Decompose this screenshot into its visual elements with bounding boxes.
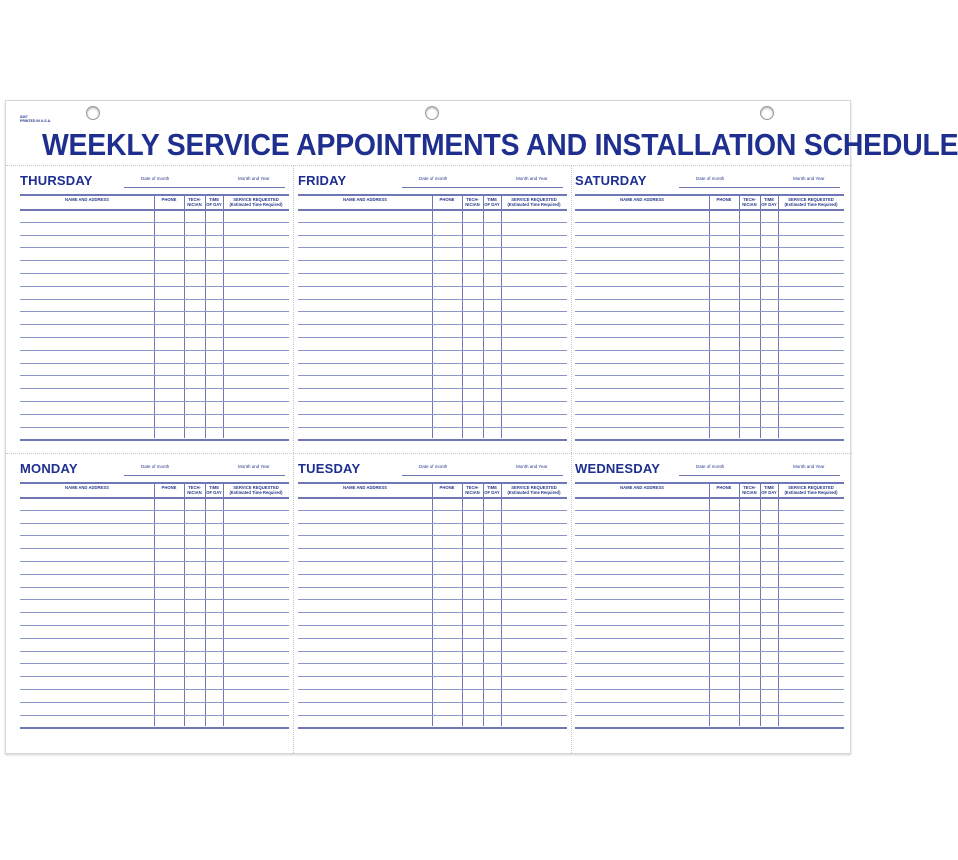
- column-header-time: TIME OF DAY: [484, 197, 500, 207]
- date-of-month-label: Date of month: [141, 176, 170, 181]
- column-header-phone: PHONE: [161, 485, 177, 490]
- header-bottom-rule: [575, 497, 844, 499]
- date-of-month-label: Date of month: [141, 464, 170, 469]
- entry-row-line[interactable]: [20, 663, 289, 664]
- entry-row-line[interactable]: [575, 651, 844, 652]
- day-title: FRIDAY: [298, 173, 347, 188]
- column-header-time: TIME OF DAY: [206, 485, 222, 495]
- entry-row-line[interactable]: [298, 388, 567, 389]
- punch-hole: [760, 106, 774, 120]
- entry-row-line[interactable]: [575, 401, 844, 402]
- entry-row-line[interactable]: [20, 286, 289, 287]
- day-panel-wednesday: [575, 459, 844, 734]
- column-header-service: SERVICE REQUESTED (Estimated Time Required): [507, 197, 561, 207]
- entry-row-line[interactable]: [575, 561, 844, 562]
- column-header-name: NAME AND ADDRESS: [343, 197, 387, 202]
- entry-row-line[interactable]: [298, 561, 567, 562]
- column-header-phone: PHONE: [439, 485, 455, 490]
- entry-row-line[interactable]: [298, 414, 567, 415]
- entry-row-line[interactable]: [20, 689, 289, 690]
- entry-row-line[interactable]: [20, 599, 289, 600]
- panel-divider: [571, 165, 572, 753]
- entry-row-line[interactable]: [575, 222, 844, 223]
- month-year-label: Month and Year: [793, 176, 825, 181]
- column-header-service: SERVICE REQUESTED (Estimated Time Required): [784, 197, 838, 207]
- entry-row-line[interactable]: [575, 350, 844, 351]
- date-of-month-label: Date of month: [419, 176, 448, 181]
- entry-row-line[interactable]: [20, 587, 289, 588]
- entry-row-line[interactable]: [575, 715, 844, 716]
- entry-row-line[interactable]: [20, 414, 289, 415]
- day-panel-monday: [20, 459, 289, 734]
- entry-row-line[interactable]: [20, 535, 289, 536]
- entry-row-line[interactable]: [575, 548, 844, 549]
- date-of-month-label: Date of month: [696, 464, 725, 469]
- entry-row-line[interactable]: [298, 689, 567, 690]
- entry-row-line[interactable]: [298, 273, 567, 274]
- entry-row-line[interactable]: [298, 599, 567, 600]
- entry-row-line[interactable]: [575, 574, 844, 575]
- day-title: SATURDAY: [575, 173, 647, 188]
- entry-row-line[interactable]: [298, 427, 567, 428]
- date-entry-line[interactable]: [402, 475, 563, 476]
- panel-divider: [293, 165, 294, 753]
- punch-hole: [425, 106, 439, 120]
- entry-row-line[interactable]: [298, 286, 567, 287]
- entry-row-line[interactable]: [20, 702, 289, 703]
- column-header-time: TIME OF DAY: [761, 485, 777, 495]
- column-header-time: TIME OF DAY: [484, 485, 500, 495]
- column-header-name: NAME AND ADDRESS: [620, 197, 664, 202]
- entry-row-line[interactable]: [298, 523, 567, 524]
- entry-row-line[interactable]: [298, 535, 567, 536]
- day-title: THURSDAY: [20, 173, 93, 188]
- entry-row-line[interactable]: [298, 299, 567, 300]
- header-bottom-rule: [298, 497, 567, 499]
- entry-row-line[interactable]: [20, 676, 289, 677]
- entry-row-line[interactable]: [20, 625, 289, 626]
- entry-row-line[interactable]: [575, 260, 844, 261]
- entry-row-line[interactable]: [20, 561, 289, 562]
- column-header-name: NAME AND ADDRESS: [343, 485, 387, 490]
- entry-row-line[interactable]: [575, 702, 844, 703]
- entry-row-line[interactable]: [20, 510, 289, 511]
- entry-row-line[interactable]: [575, 612, 844, 613]
- entry-row-line[interactable]: [20, 523, 289, 524]
- entry-row-line[interactable]: [575, 587, 844, 588]
- entry-row-line[interactable]: [20, 235, 289, 236]
- entry-row-line[interactable]: [298, 247, 567, 248]
- entry-row-line[interactable]: [575, 273, 844, 274]
- entry-row-line[interactable]: [575, 247, 844, 248]
- date-entry-line[interactable]: [679, 475, 840, 476]
- entry-row-line[interactable]: [298, 337, 567, 338]
- column-header-service: SERVICE REQUESTED (Estimated Time Required): [229, 197, 283, 207]
- entry-row-line[interactable]: [20, 612, 289, 613]
- entry-row-line[interactable]: [20, 727, 289, 729]
- entry-row-line[interactable]: [575, 663, 844, 664]
- entry-row-line[interactable]: [298, 702, 567, 703]
- entry-row-line[interactable]: [20, 638, 289, 639]
- month-year-label: Month and Year: [238, 464, 270, 469]
- entry-row-line[interactable]: [575, 414, 844, 415]
- entry-row-line[interactable]: [298, 638, 567, 639]
- entry-row-line[interactable]: [20, 715, 289, 716]
- column-header-service: SERVICE REQUESTED (Estimated Time Required): [784, 485, 838, 495]
- entry-row-line[interactable]: [298, 439, 567, 441]
- entry-row-line[interactable]: [298, 260, 567, 261]
- entry-row-line[interactable]: [298, 574, 567, 575]
- form-number: 8407 PRINTED IN U.S.A.: [20, 115, 52, 123]
- entry-row-line[interactable]: [298, 651, 567, 652]
- entry-row-line[interactable]: [575, 535, 844, 536]
- column-header-tech: TECH- NICIAN: [187, 485, 202, 495]
- entry-row-line[interactable]: [298, 715, 567, 716]
- entry-row-line[interactable]: [575, 625, 844, 626]
- column-header-time: TIME OF DAY: [206, 197, 222, 207]
- entry-row-line[interactable]: [575, 311, 844, 312]
- entry-row-line[interactable]: [298, 612, 567, 613]
- entry-row-line[interactable]: [20, 324, 289, 325]
- column-header-name: NAME AND ADDRESS: [65, 197, 109, 202]
- panel-divider: [6, 453, 852, 454]
- entry-row-line[interactable]: [298, 401, 567, 402]
- schedule-sheet: [5, 100, 958, 754]
- month-year-label: Month and Year: [516, 464, 548, 469]
- entry-row-line[interactable]: [20, 427, 289, 428]
- entry-row-line[interactable]: [298, 548, 567, 549]
- column-header-phone: PHONE: [716, 485, 732, 490]
- entry-row-line[interactable]: [20, 439, 289, 441]
- entry-row-line[interactable]: [575, 337, 844, 338]
- entry-row-line[interactable]: [298, 324, 567, 325]
- date-of-month-label: Date of month: [419, 464, 448, 469]
- day-title: WEDNESDAY: [575, 461, 661, 476]
- entry-row-line[interactable]: [298, 510, 567, 511]
- entry-row-line[interactable]: [20, 337, 289, 338]
- column-header-service: SERVICE REQUESTED (Estimated Time Required): [507, 485, 561, 495]
- entry-row-line[interactable]: [575, 427, 844, 428]
- entry-row-line[interactable]: [298, 235, 567, 236]
- month-year-label: Month and Year: [793, 464, 825, 469]
- day-panel-friday: [298, 171, 567, 446]
- day-panel-thursday: [20, 171, 289, 446]
- punch-hole: [86, 106, 100, 120]
- entry-row-line[interactable]: [298, 727, 567, 729]
- entry-row-line[interactable]: [298, 587, 567, 588]
- entry-row-line[interactable]: [575, 599, 844, 600]
- column-header-phone: PHONE: [161, 197, 177, 202]
- entry-row-line[interactable]: [298, 663, 567, 664]
- entry-row-line[interactable]: [575, 689, 844, 690]
- entry-row-line[interactable]: [575, 676, 844, 677]
- date-entry-line[interactable]: [124, 187, 285, 188]
- entry-row-line[interactable]: [20, 401, 289, 402]
- column-header-tech: TECH- NICIAN: [187, 197, 202, 207]
- entry-row-line[interactable]: [298, 676, 567, 677]
- entry-row-line[interactable]: [20, 350, 289, 351]
- entry-row-line[interactable]: [20, 548, 289, 549]
- entry-row-line[interactable]: [575, 375, 844, 376]
- entry-row-line[interactable]: [20, 651, 289, 652]
- date-entry-line[interactable]: [679, 187, 840, 188]
- panel-divider: [6, 165, 852, 166]
- header-bottom-rule: [20, 209, 289, 211]
- entry-row-line[interactable]: [575, 727, 844, 729]
- day-panel-saturday: [575, 171, 844, 446]
- entry-row-line[interactable]: [20, 363, 289, 364]
- date-entry-line[interactable]: [124, 475, 285, 476]
- column-header-name: NAME AND ADDRESS: [620, 485, 664, 490]
- date-entry-line[interactable]: [402, 187, 563, 188]
- entry-row-line[interactable]: [575, 510, 844, 511]
- column-header-tech: TECH- NICIAN: [465, 197, 480, 207]
- entry-row-line[interactable]: [20, 247, 289, 248]
- entry-row-line[interactable]: [298, 375, 567, 376]
- page-title: WEEKLY SERVICE APPOINTMENTS AND INSTALLATION SCHEDULE: [41, 127, 958, 162]
- entry-row-line[interactable]: [298, 222, 567, 223]
- column-header-service: SERVICE REQUESTED (Estimated Time Required): [229, 485, 283, 495]
- entry-row-line[interactable]: [20, 574, 289, 575]
- entry-row-line[interactable]: [575, 523, 844, 524]
- entry-row-line[interactable]: [20, 311, 289, 312]
- entry-row-line[interactable]: [20, 273, 289, 274]
- column-header-tech: TECH- NICIAN: [742, 197, 757, 207]
- date-of-month-label: Date of month: [696, 176, 725, 181]
- header-bottom-rule: [20, 497, 289, 499]
- entry-row-line[interactable]: [575, 235, 844, 236]
- header-bottom-rule: [575, 209, 844, 211]
- entry-row-line[interactable]: [20, 299, 289, 300]
- column-header-phone: PHONE: [439, 197, 455, 202]
- entry-row-line[interactable]: [20, 222, 289, 223]
- entry-row-line[interactable]: [20, 260, 289, 261]
- column-header-tech: TECH- NICIAN: [465, 485, 480, 495]
- day-title: MONDAY: [20, 461, 78, 476]
- entry-row-line[interactable]: [575, 363, 844, 364]
- entry-row-line[interactable]: [20, 375, 289, 376]
- column-header-time: TIME OF DAY: [761, 197, 777, 207]
- entry-row-line[interactable]: [298, 350, 567, 351]
- entry-row-line[interactable]: [575, 439, 844, 441]
- entry-row-line[interactable]: [575, 324, 844, 325]
- day-title: TUESDAY: [298, 461, 361, 476]
- entry-row-line[interactable]: [298, 363, 567, 364]
- column-header-phone: PHONE: [716, 197, 732, 202]
- column-header-tech: TECH- NICIAN: [742, 485, 757, 495]
- day-panel-tuesday: [298, 459, 567, 734]
- month-year-label: Month and Year: [516, 176, 548, 181]
- entry-row-line[interactable]: [575, 299, 844, 300]
- entry-row-line[interactable]: [575, 286, 844, 287]
- entry-row-line[interactable]: [20, 388, 289, 389]
- entry-row-line[interactable]: [298, 625, 567, 626]
- month-year-label: Month and Year: [238, 176, 270, 181]
- entry-row-line[interactable]: [575, 388, 844, 389]
- column-header-name: NAME AND ADDRESS: [65, 485, 109, 490]
- entry-row-line[interactable]: [298, 311, 567, 312]
- header-bottom-rule: [298, 209, 567, 211]
- entry-row-line[interactable]: [575, 638, 844, 639]
